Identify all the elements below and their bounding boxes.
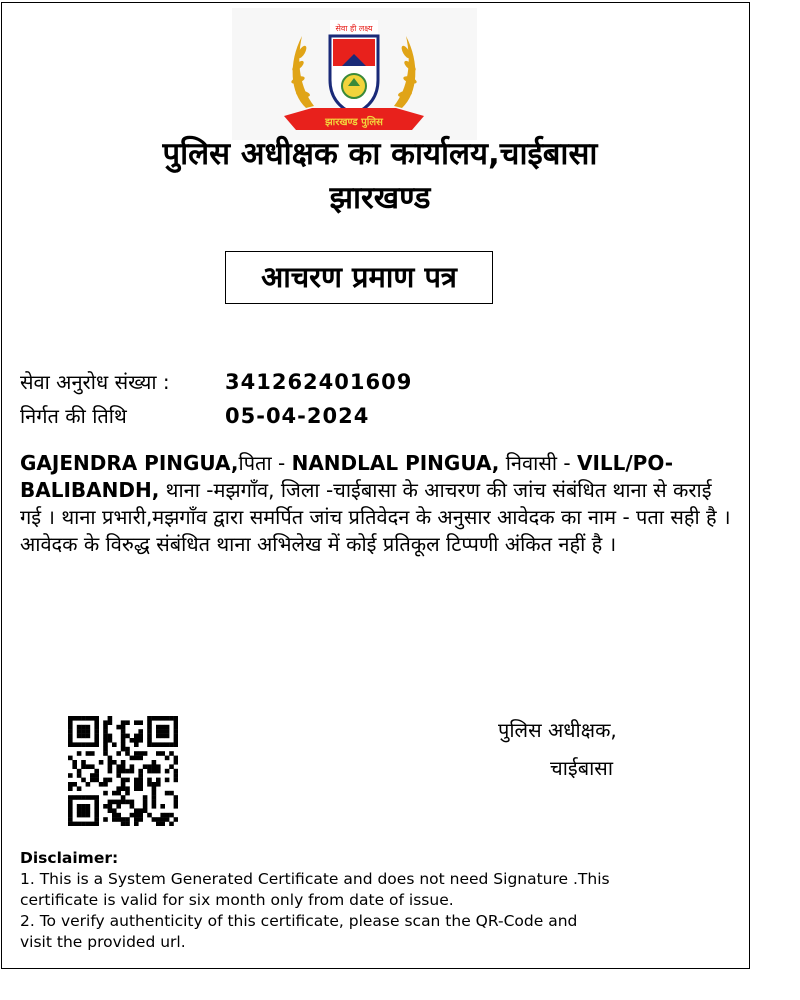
request-number-row [20, 367, 412, 397]
father-label: पिता - [238, 451, 292, 475]
qr-code-icon[interactable] [68, 716, 178, 826]
office-title: पुलिस अधीक्षक का कार्यालय,चाईबासा [162, 136, 598, 172]
issue-date-label: निर्गत की तिथि [20, 404, 127, 428]
disclaimer-line: 1. This is a System Generated Certificate and does not need Signature .This [20, 870, 610, 888]
signatory-designation: पुलिस अधीक्षक, [498, 718, 617, 742]
residence-label: निवासी - [499, 451, 577, 475]
applicant-address: VILL/PO-BALIBANDH, [20, 451, 674, 502]
signatory-place: चाईबासा [550, 756, 613, 780]
father-name: NANDLAL PINGUA, [291, 451, 500, 475]
qr-code-graphic [68, 716, 178, 826]
disclaimer [20, 848, 720, 953]
request-number-value: 341262401609 [225, 370, 413, 394]
police-emblem [232, 8, 477, 140]
issue-date-row [20, 401, 369, 431]
disclaimer-line: 2. To verify authenticity of this certificate, please scan the QR-Code and [20, 912, 578, 930]
emblem-graphic [232, 8, 477, 140]
disclaimer-heading: Disclaimer: [20, 849, 119, 867]
emblem-banner-text: झारखण्ड पुलिस [325, 117, 383, 128]
applicant-name: GAJENDRA PINGUA, [20, 451, 239, 475]
disclaimer-line: visit the provided url. [20, 933, 186, 951]
emblem-motto: सेवा ही लक्ष्य [335, 24, 373, 33]
certificate-body [20, 450, 735, 558]
request-number-label: सेवा अनुरोध संख्या : [20, 370, 170, 394]
disclaimer-line: certificate is valid for six month only from date of issue. [20, 891, 454, 909]
issue-date-value: 05-04-2024 [225, 404, 370, 428]
body-text: थाना -मझगाँव, जिला -चाईबासा के आचरण की जांच संबंधित थाना से कराई गई । थाना प्रभारी,मझगाँव द्वारा समर्पित जांच प्रतिवेदन के अनुसार आवेदक का नाम - पता सही है । आवेदक के विरुद्ध संबंधित थाना अभिलेख में कोई प्रतिकूल टिप्पणी अंकित नहीं है । [20, 478, 731, 556]
certificate-title: आचरण प्रमाण पत्र [225, 251, 493, 304]
office-state: झारखण्ड [329, 180, 431, 216]
